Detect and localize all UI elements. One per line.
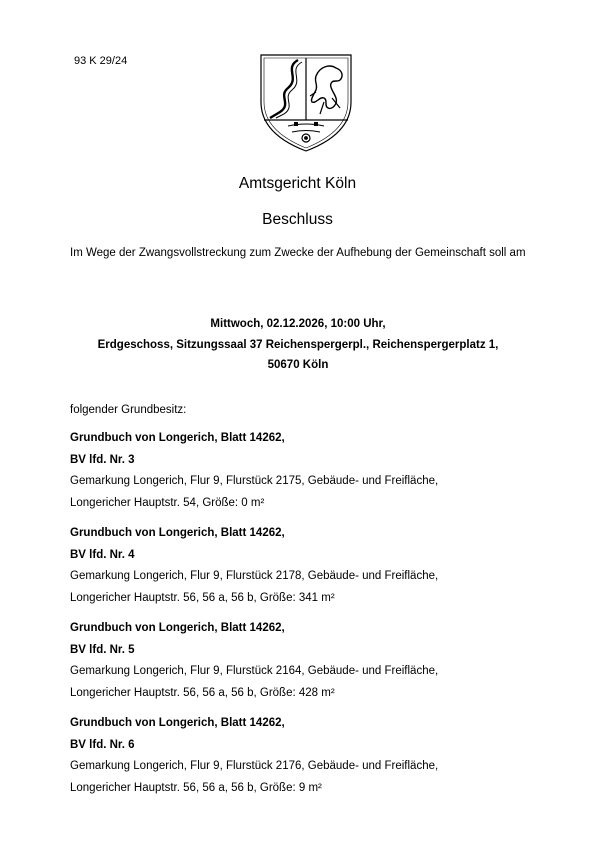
appointment-block bbox=[60, 314, 536, 376]
case-number: 93 K 29/24 bbox=[74, 55, 128, 67]
parcel-number: BV lfd. Nr. 3 bbox=[70, 453, 135, 466]
intro-paragraph: Im Wege der Zwangsvollstreckung zum Zwecke der Aufhebung der Gemeinschaft soll am bbox=[70, 247, 526, 259]
appointment-location: Erdgeschoss, Sitzungssaal 37 Reichenspergerpl., Reichenspergerplatz 1, bbox=[97, 338, 499, 351]
parcel-description: Gemarkung Longerich, Flur 9, Flurstück 2176, Gebäude- und Freifläche, bbox=[70, 760, 439, 772]
parcel-description: Gemarkung Longerich, Flur 9, Flurstück 2164, Gebäude- und Freifläche, bbox=[70, 665, 439, 677]
land-register-heading: Grundbuch von Longerich, Blatt 14262, bbox=[70, 432, 285, 444]
parcel-number: BV lfd. Nr. 5 bbox=[70, 643, 135, 656]
property-entry bbox=[70, 618, 540, 704]
parcel-address-size: Longericher Hauptstr. 56, 56 a, 56 b, Größe: 428 m² bbox=[70, 686, 335, 699]
land-register-heading: Grundbuch von Longerich, Blatt 14262, bbox=[70, 622, 285, 634]
parcel-description: Gemarkung Longerich, Flur 9, Flurstück 2175, Gebäude- und Freifläche, bbox=[70, 475, 439, 487]
parcel-address-size: Longericher Hauptstr. 56, 56 a, 56 b, Größe: 9 m² bbox=[70, 781, 322, 794]
nrw-coat-of-arms-icon bbox=[258, 52, 354, 154]
land-register-heading: Grundbuch von Longerich, Blatt 14262, bbox=[70, 717, 285, 729]
parcel-address-size: Longericher Hauptstr. 54, Größe: 0 m² bbox=[70, 496, 265, 509]
property-entry bbox=[70, 428, 540, 514]
property-entry bbox=[70, 523, 540, 609]
land-register-heading: Grundbuch von Longerich, Blatt 14262, bbox=[70, 527, 285, 539]
appointment-date-time: Mittwoch, 02.12.2026, 10:00 Uhr, bbox=[210, 318, 386, 330]
parcel-description: Gemarkung Longerich, Flur 9, Flurstück 2178, Gebäude- und Freifläche, bbox=[70, 570, 439, 582]
document-type-heading: Beschluss bbox=[262, 211, 333, 228]
property-lead-text: folgender Grundbesitz: bbox=[70, 404, 187, 416]
court-name: Amtsgericht Köln bbox=[238, 175, 357, 192]
parcel-number: BV lfd. Nr. 6 bbox=[70, 738, 135, 751]
appointment-city: 50670 Köln bbox=[267, 359, 329, 371]
parcel-number: BV lfd. Nr. 4 bbox=[70, 548, 135, 561]
property-entry bbox=[70, 713, 540, 799]
parcel-address-size: Longericher Hauptstr. 56, 56 a, 56 b, Größe: 341 m² bbox=[70, 591, 335, 604]
